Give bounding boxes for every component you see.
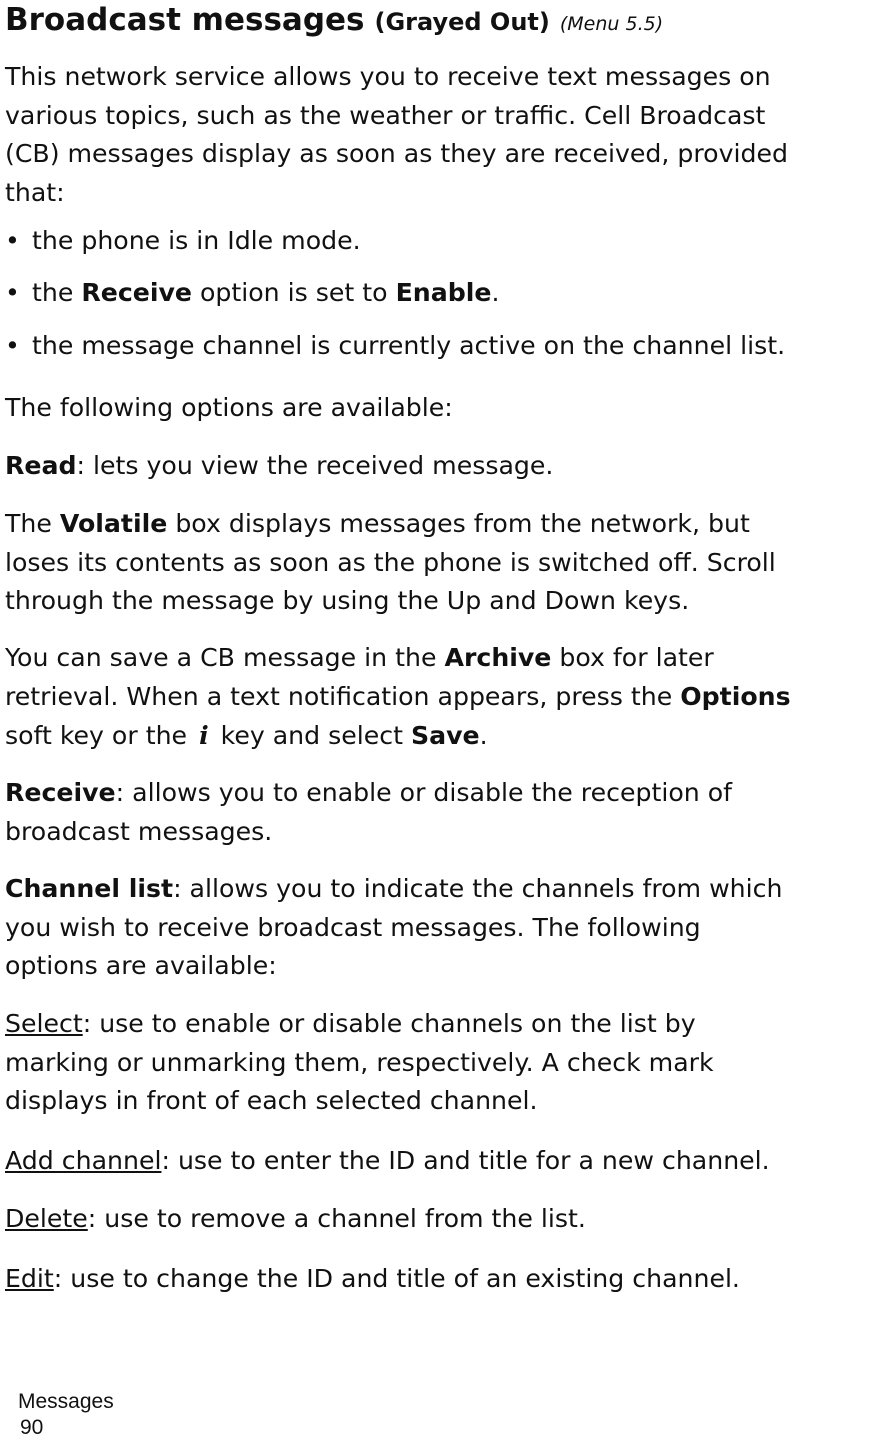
volatile-line: The Volatile box displays messages from the network, but [5, 509, 750, 538]
volatile-term: Volatile [59, 509, 168, 538]
channel-list-term: Channel list [5, 874, 174, 903]
read-term: Read [5, 451, 77, 480]
intro-paragraph [5, 58, 883, 212]
bullet-item: • the message channel is currently active on the channel list. [5, 327, 883, 366]
receive-option-term: Receive [5, 778, 116, 807]
read-option: Read: lets you view the received message. [5, 451, 554, 480]
volatile-paragraph [5, 505, 883, 621]
archive-term: Archive [444, 643, 552, 672]
enable-term: Enable [395, 278, 492, 307]
channel-list-option: Channel list: allows you to indicate the channels from which you wish to receive broadcast messages. The following options are available: [5, 874, 783, 980]
delete-term: Delete [5, 1204, 88, 1233]
intro-line: various topics, such as the weather or traffic. Cell Broadcast [5, 100, 766, 130]
bullet-icon: • [5, 226, 20, 255]
page-footer [18, 1389, 114, 1441]
footer-section: Messages [18, 1390, 114, 1413]
archive-line: You can save a CB message in the Archive box for later [5, 643, 714, 672]
info-key-icon: i [199, 720, 209, 750]
options-intro: The following options are available: [5, 393, 453, 422]
options-term: Options [680, 681, 791, 711]
delete-option: Delete: use to remove a channel from the list. [5, 1204, 586, 1233]
add-channel-term: Add channel [5, 1146, 162, 1175]
select-term: Select [5, 1009, 83, 1038]
volatile-line: through the message by using the Up and Down keys. [5, 586, 690, 615]
volatile-line: loses its contents as soon as the phone is switched off. Scroll [5, 547, 776, 577]
save-term: Save [410, 721, 480, 750]
receive-option: Receive: allows you to enable or disable the reception of broadcast messages. [5, 778, 732, 846]
add-channel-option: Add channel: use to enter the ID and title for a new channel. [5, 1146, 770, 1175]
intro-line: (CB) messages display as soon as they are received, provided [5, 139, 788, 168]
page-number: 90 [20, 1416, 44, 1439]
receive-term: Receive [81, 278, 192, 307]
bullet-icon: • [5, 331, 20, 360]
archive-line: retrieval. When a text notification appears, press the Options [5, 681, 791, 711]
page-title [5, 2, 663, 38]
edit-option: Edit: use to change the ID and title of an existing channel. [5, 1264, 740, 1293]
bullet-item: • the Receive option is set to Enable. [5, 274, 883, 313]
archive-line: soft key or the i key and select Save. [5, 720, 488, 750]
intro-line: that: [5, 177, 65, 207]
edit-term: Edit [5, 1264, 54, 1293]
intro-line: This network service allows you to receive text messages on [5, 62, 771, 91]
archive-paragraph [5, 639, 883, 756]
bullet-icon: • [5, 278, 20, 307]
menu-reference: (Menu 5.5) [559, 13, 664, 35]
bullet-item: • the phone is in Idle mode. [5, 222, 883, 261]
title-main: Broadcast messages [5, 2, 365, 38]
select-option: Select: use to enable or disable channels on the list by marking or unmarking them, respectively. A check mark displays in front of each selected channel. [5, 1009, 714, 1115]
title-grayed-out: (Grayed Out) [374, 8, 550, 36]
